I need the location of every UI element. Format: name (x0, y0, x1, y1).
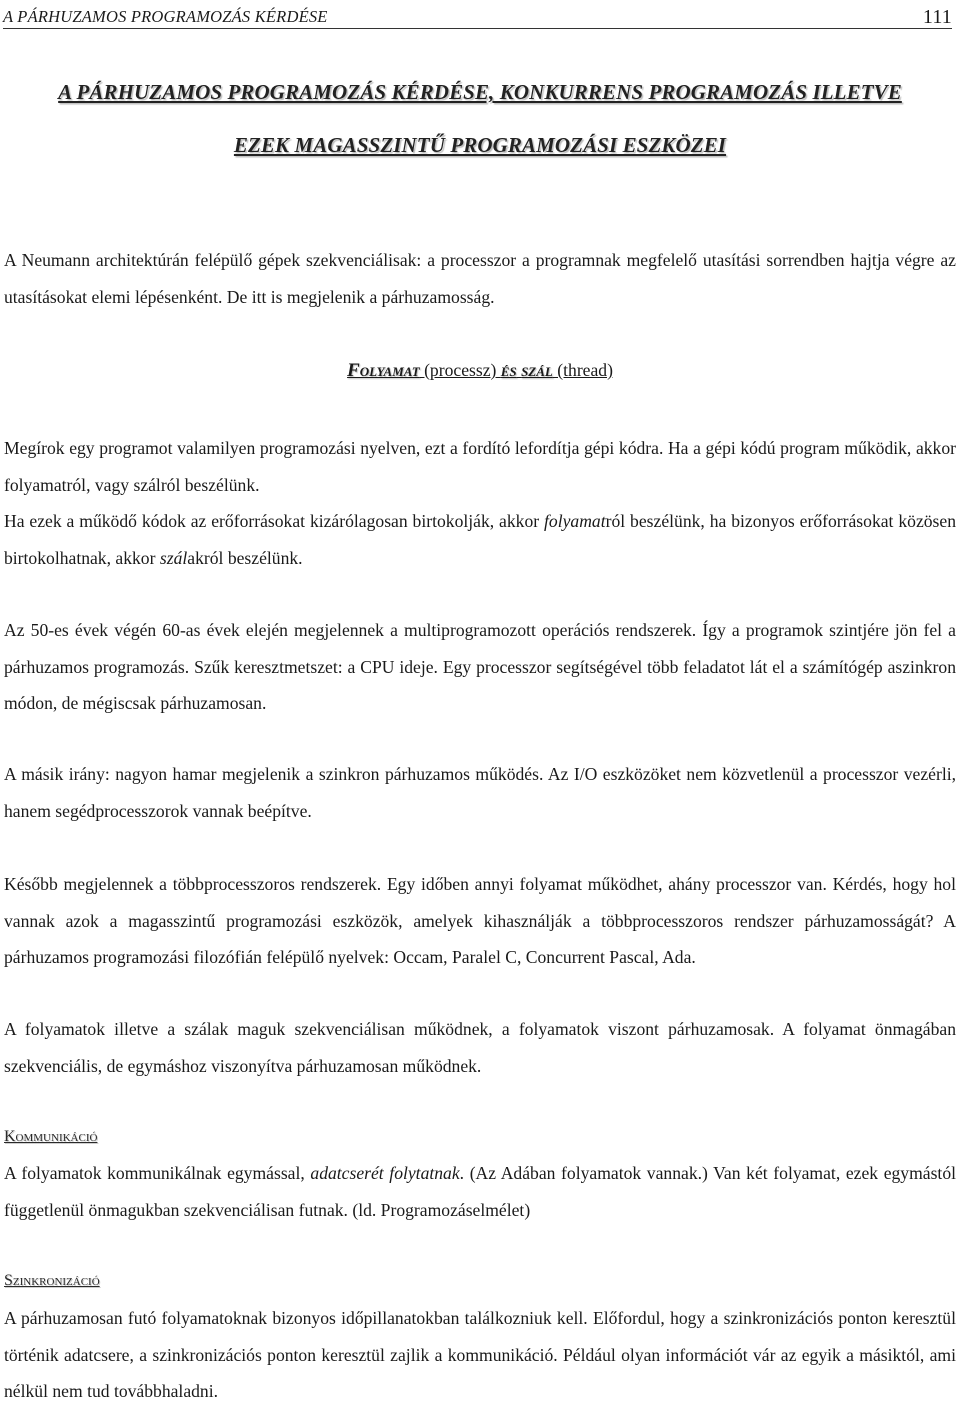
komm-part1: A folyamatok kommunikálnak egymással, (4, 1163, 311, 1183)
paragraph-sequential-parallel: A folyamatok illetve a szálak maguk szekvenciálisan működnek, a folyamatok viszont párhuzamosak. A folyamat önmagában szekvenciális, de egymáshoz viszonyítva párhuzamosan működnek. (4, 1019, 956, 1076)
para2-part3: akról beszélünk. (187, 547, 303, 568)
paragraph-program-process: Megírok egy programot valamilyen programozási nyelven, ezt a fordító lefordítja gépi kódra. Ha a gépi kódú program működik, akkor folyamatról, vagy szálról beszélünk. (4, 438, 956, 495)
main-title-line-1: A PÁRHUZAMOS PROGRAMOZÁS KÉRDÉSE, KONKURRENS PROGRAMOZÁS ILLETVE (58, 80, 902, 104)
para2-part2: ról beszélünk, ha bizonyos erőforrásokat közösen birtokolhatnak, akkor (4, 511, 957, 568)
paragraph-multiprocessor: Később megjelennek a többprocesszoros rendszerek. Egy időben annyi folyamat működhet, ahány processzor van. Kérdés, hogy hol vannak azok a magasszintű programozási eszközök, amelyek kihasználják a többprocesszoros rendszer párhuzamosságát? A párhuzamos programozási filozófián felépülő nyelvek: Occam, Paralel C, Concurrent Pascal, Ada. (4, 874, 956, 967)
para2-em-szal: szál (159, 547, 188, 568)
heading-kommunikacio: Kommunikáció (4, 1128, 98, 1145)
subtitle-process-thread (0, 360, 960, 382)
paragraph-multiprogramming: Az 50-es évek végén 60-as évek elején megjelennek a multiprogramozott operációs rendszerek. Így a programok szintjére jön fel a párhuzamos programozás. Szűk keresztmetszet: a CPU ideje. Egy processzor segítségével több feladatot lát el a számítógép aszinkron módon, de mégiscsak párhuzamosan. (4, 620, 956, 713)
para2-em-folyamat: folyamat (544, 511, 606, 531)
paragraph-process-vs-thread (4, 503, 956, 576)
paragraph-szinkronizacio: A párhuzamosan futó folyamatoknak bizonyos időpillanatokban találkozniuk kell. Előfordul, hogy a szinkronizációs ponton keresztül történik adatcsere, a szinkronizációs ponton keresztül zajlik a kommunikáció. Például olyan információt vár az egyik a másiktól, ami nélkül nem tud továbbhaladni. (4, 1308, 956, 1401)
komm-em-adatcsere: adatcserét folytatnak (310, 1163, 460, 1183)
subtitle-term-process: Folyamat (347, 360, 420, 381)
subtitle-term-thread: szál (521, 360, 553, 381)
running-header (3, 0, 952, 29)
subtitle-paren-thread: (thread) (552, 360, 613, 380)
intro-paragraph: A Neumann architektúrán felépülő gépek szekvenciálisak: a processzor a programnak megfelelő utasítási sorrendben hajtja végre az utasításokat elemi lépésenként. De itt is megjelenik a párhuzamosság. (4, 250, 956, 307)
komm-part2: . (Az Adában folyamatok vannak.) Van két folyamat, ezek egymástól függetlenül önmagukban szekvenciálisan futnak. (ld. Programozáselmélet) (4, 1163, 957, 1220)
paragraph-kommunikacio (4, 1155, 956, 1228)
running-title: A PÁRHUZAMOS PROGRAMOZÁS KÉRDÉSE (3, 7, 328, 26)
main-title-line-2: EZEK MAGASSZINTŰ PROGRAMOZÁSI ESZKÖZEI (233, 133, 727, 157)
paragraph-synchronous-parallel: A másik irány: nagyon hamar megjelenik a szinkron párhuzamos működés. Az I/O eszközöket nem közvetlenül a processzor vezérli, hanem segédprocesszorok vannak beépítve. (4, 764, 956, 821)
para2-part1: Ha ezek a működő kódok az erőforrásokat kizárólagosan birtokolják, akkor (4, 511, 545, 531)
subtitle-conj: és (500, 360, 517, 381)
heading-szinkronizacio: Szinkronizáció (4, 1272, 100, 1289)
subtitle-paren-process: (processz) (419, 360, 501, 380)
page-number: 111 (922, 6, 952, 28)
